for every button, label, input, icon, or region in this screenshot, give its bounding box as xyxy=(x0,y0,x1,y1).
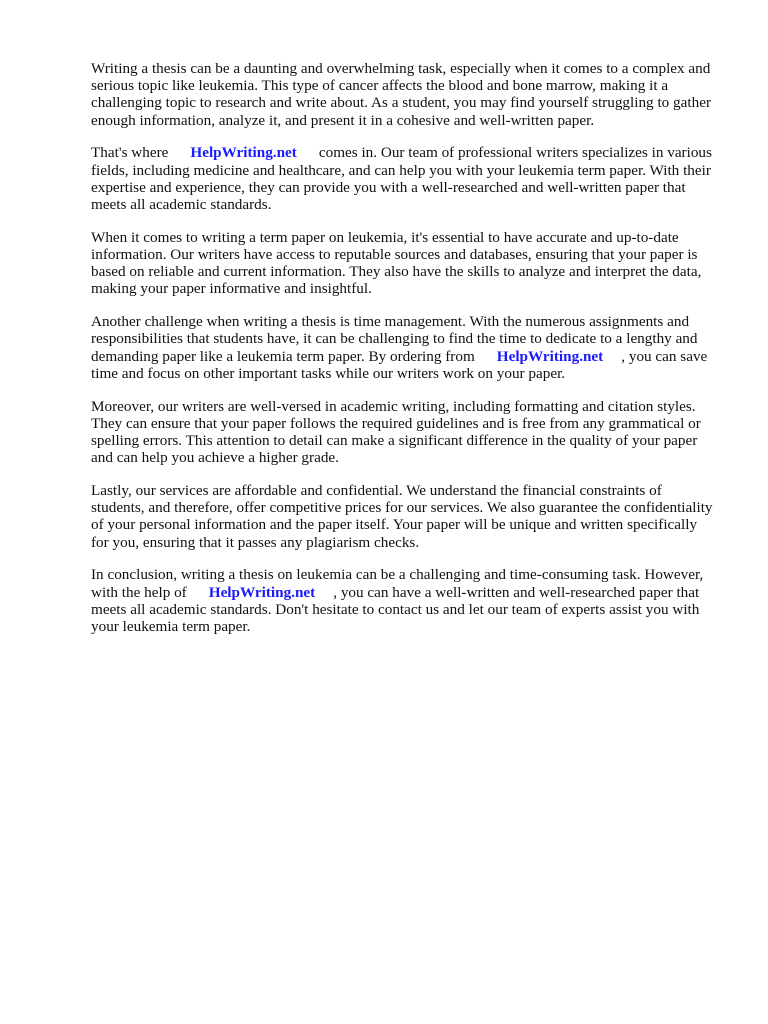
paragraph-helpwriting-intro xyxy=(91,144,717,213)
paragraph-conclusion xyxy=(91,566,717,635)
document-page xyxy=(91,60,717,651)
paragraph-time-management xyxy=(91,313,717,382)
helpwriting-link[interactable]: HelpWriting.net xyxy=(496,347,604,365)
paragraph-text-before-link: That's where xyxy=(91,144,169,162)
paragraph-text-before-link: In conclusion, writing a thesis on leukemia can be a challenging and time-consuming task. However, with the help of xyxy=(91,566,704,601)
paragraph-text-after-link: , you can save time and focus on other important tasks while our writers work on your paper. xyxy=(91,347,708,382)
paragraph-research: When it comes to writing a term paper on leukemia, it's essential to have accurate and up-to-date information. Our writers have access to reputable sources and databases, ensuring that your paper is based on reliable and current information. They also have the skills to analyze and interpret the data, making your paper informative and insightful. xyxy=(91,228,702,298)
paragraph-text-after-link: , you can have a well-written and well-researched paper that meets all academic standards. Don't hesitate to contact us and let our team of experts assist you with your leukemia term paper. xyxy=(91,583,700,636)
paragraph-text-before-link: Another challenge when writing a thesis is time management. With the numerous assignments and responsibilities that students have, it can be challenging to find the time to dedicate to a lengthy and demanding paper like a leukemia term paper. By ordering from xyxy=(91,313,698,365)
paragraph-text-after-link: comes in. Our team of professional writers specializes in various fields, including medicine and healthcare, and can help you with your leukemia term paper. With their expertise and experience, they can provide you with a well-researched and well-written paper that meets all academic standards. xyxy=(91,144,712,214)
paragraph-affordable: Lastly, our services are affordable and confidential. We understand the financial constraints of students, and therefore, offer competitive prices for our services. We also guarantee the confidentiality of your personal information and the paper itself. Your paper will be unique and written specifically for you, ensuring that it passes any plagiarism checks. xyxy=(91,482,713,551)
paragraph-academic-writing: Moreover, our writers are well-versed in academic writing, including formatting and citation styles. They can ensure that your paper follows the required guidelines and is free from any grammatical or spelling errors. This attention to detail can make a significant difference in the quality of your paper and can help you achieve a higher grade. xyxy=(91,397,701,467)
helpwriting-link[interactable]: HelpWriting.net xyxy=(190,144,297,162)
helpwriting-link[interactable]: HelpWriting.net xyxy=(208,583,316,601)
paragraph-intro: Writing a thesis can be a daunting and overwhelming task, especially when it comes to a complex and serious topic like leukemia. This type of cancer affects the blood and bone marrow, making it a challenging topic to research and write about. As a student, you may find yourself struggling to gather enough information, analyze it, and present it in a cohesive and well-written paper. xyxy=(91,60,712,129)
